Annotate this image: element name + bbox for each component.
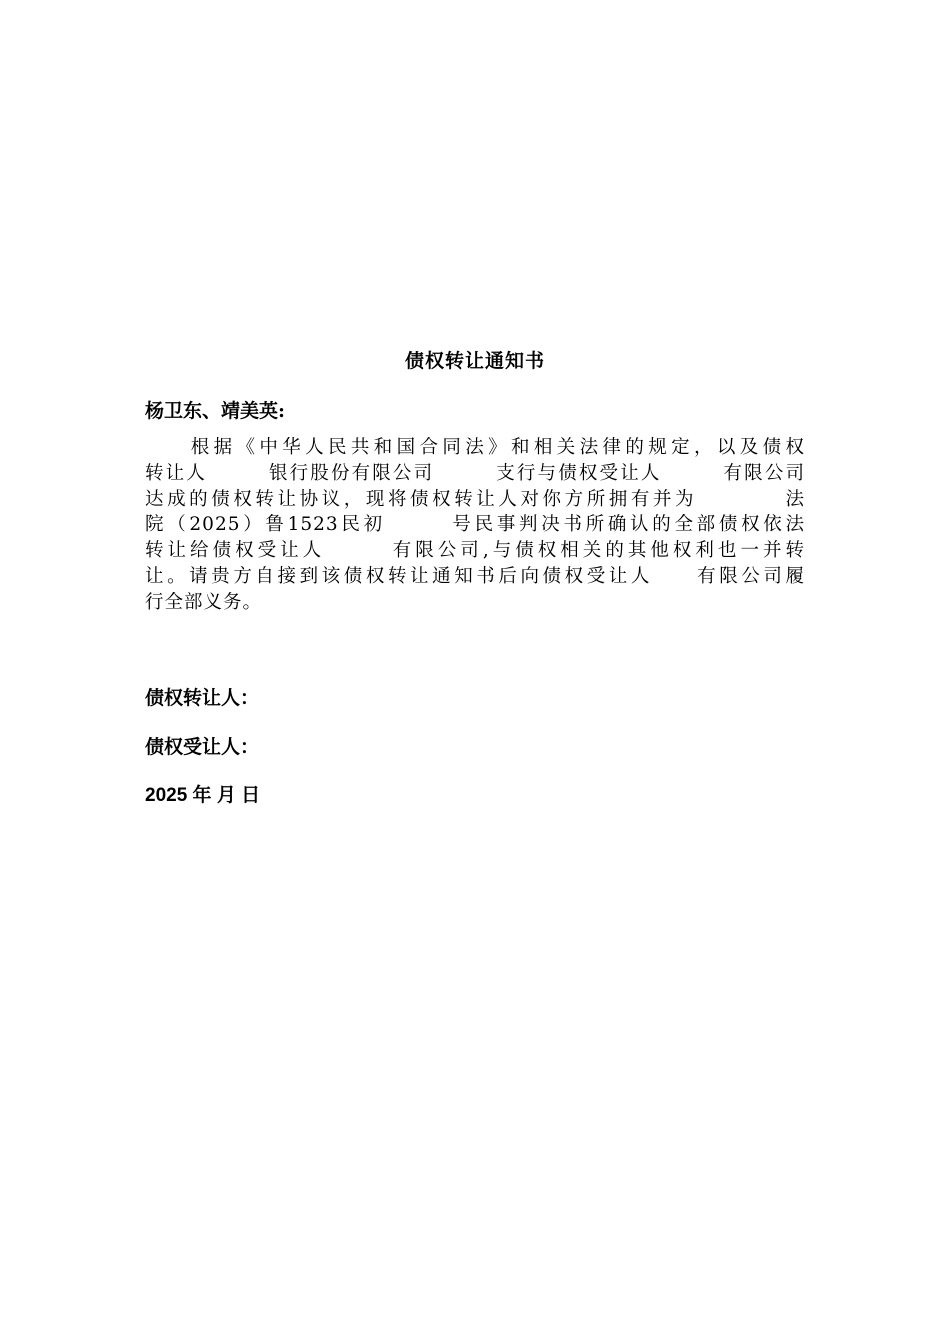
assignee-signature-label: 债权受让人： — [145, 736, 260, 758]
addressee: 杨卫东、靖美英: — [145, 400, 286, 422]
body-line: 让。请贵方自接到该债权转让通知书后向债权受让人 有限公司履 — [145, 565, 805, 587]
body-line: 转让给债权受让人 有限公司,与债权相关的其他权利也一并转 — [145, 540, 805, 562]
body-line: 行全部义务。 — [145, 591, 263, 613]
body-line: 院（2025）鲁1523民初 号民事判决书所确认的全部债权依法 — [145, 514, 805, 536]
body-line: 根据《中华人民共和国合同法》和相关法律的规定，以及债权 — [145, 437, 805, 458]
body-line: 达成的债权转让协议，现将债权转让人对你方所拥有并为 法 — [145, 488, 805, 510]
date-line: 2025 年 月 日 — [145, 785, 261, 806]
document-title: 债权转让通知书 — [404, 350, 545, 372]
body-paragraph — [145, 435, 805, 615]
assignor-signature-label: 债权转让人： — [145, 687, 260, 709]
body-line: 转让人 银行股份有限公司 支行与债权受让人 有限公司 — [145, 462, 805, 484]
